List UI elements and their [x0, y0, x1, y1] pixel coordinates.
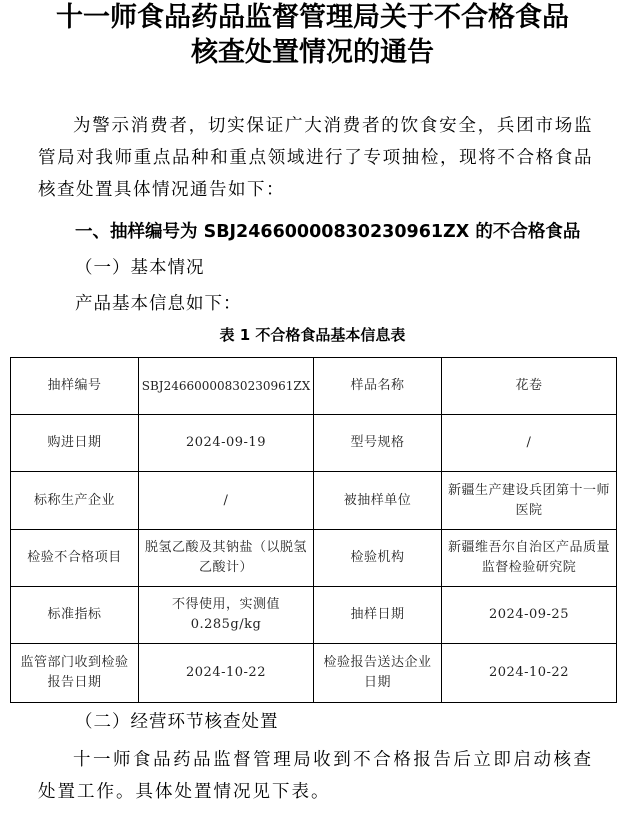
table-cell-label: 被抽样单位 [314, 472, 442, 530]
table-cell-label: 检验不合格项目 [11, 530, 139, 587]
section-1-2-heading: （二）经营环节核查处置 [75, 712, 279, 732]
intro-paragraph: 为警示消费者，切实保证广大消费者的饮食安全，兵团市场监管局对我师重点品种和重点领域进行了专项抽检，现将不合格食品核查处置具体情况通告如下： [38, 116, 593, 200]
table-cell-label: 监管部门收到检验报告日期 [11, 644, 139, 703]
table-cell-label: 样品名称 [314, 358, 442, 415]
document-title-line-1: 十一师食品药品监督管理局关于不合格食品 [56, 2, 569, 33]
table-row [11, 415, 617, 472]
table-cell-value: 新疆维吾尔自治区产品质量监督检验研究院 [442, 530, 617, 587]
table-cell-label: 抽样编号 [11, 358, 139, 415]
table-caption: 表 1 不合格食品基本信息表 [219, 326, 406, 344]
table-row [11, 587, 617, 644]
table-cell-value: 新疆生产建设兵团第十一师医院 [442, 472, 617, 530]
table-cell-value: 2024-10-22 [442, 644, 617, 703]
basic-info-intro: 产品基本信息如下： [75, 294, 242, 314]
section-1-heading: 一、抽样编号为 SBJ24660000830230961ZX 的不合格食品 [75, 222, 581, 242]
table-cell-value: 2024-09-19 [139, 415, 314, 472]
table-cell-value: 不得使用，实测值0.285g/kg [139, 587, 314, 644]
closing-paragraph: 十一师食品药品监督管理局收到不合格报告后立即启动核查处置工作。具体处置情况见下表。 [38, 750, 593, 802]
table-cell-value: 2024-09-25 [442, 587, 617, 644]
table-row [11, 472, 617, 530]
table-cell-value: 脱氢乙酸及其钠盐（以脱氢乙酸计） [139, 530, 314, 587]
table-cell-label: 检验机构 [314, 530, 442, 587]
basic-info-table [10, 357, 617, 703]
table-row [11, 358, 617, 415]
section-1-1-heading: （一）基本情况 [75, 258, 205, 278]
table-cell-label: 标准指标 [11, 587, 139, 644]
table-cell-value: / [139, 472, 314, 530]
table-cell-value: SBJ24660000830230961ZX [139, 358, 314, 415]
table-row [11, 644, 617, 703]
table-cell-value: 2024-10-22 [139, 644, 314, 703]
table-cell-label: 抽样日期 [314, 587, 442, 644]
document-title-line-2: 核查处置情况的通告 [191, 37, 434, 68]
table-cell-label: 购进日期 [11, 415, 139, 472]
table-cell-label: 型号规格 [314, 415, 442, 472]
table-cell-label: 标称生产企业 [11, 472, 139, 530]
table-cell-label: 检验报告送达企业日期 [314, 644, 442, 703]
table-cell-value: / [442, 415, 617, 472]
table-row [11, 530, 617, 587]
table-cell-value: 花卷 [442, 358, 617, 415]
